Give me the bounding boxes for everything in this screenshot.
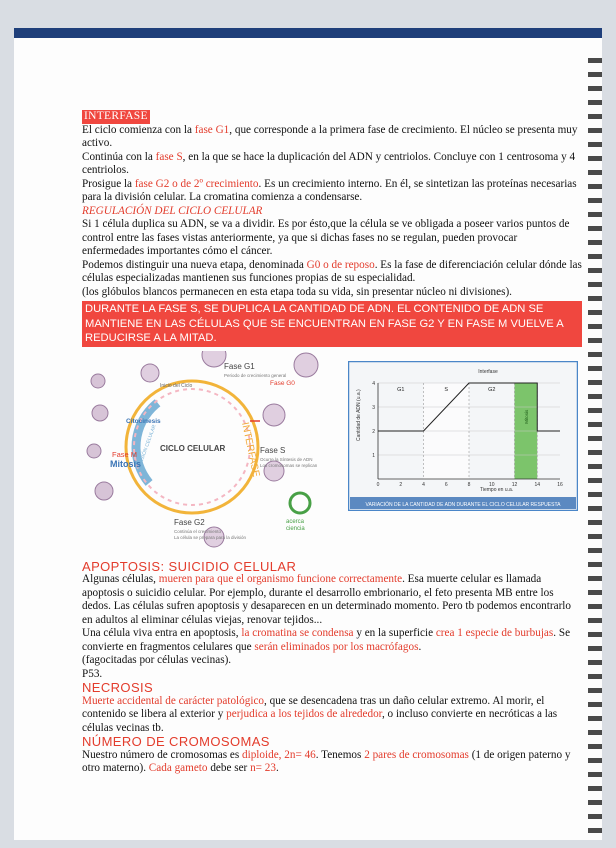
cell-icon-5 <box>141 364 159 382</box>
logo-text-1: acerca <box>286 518 305 525</box>
label-fase-m: Fase M <box>112 449 138 459</box>
cromosomas-heading: NÚMERO DE CROMOSOMAS <box>82 734 270 749</box>
x-tick-label: 16 <box>557 481 563 488</box>
label-interfase: INTERFASE <box>239 420 262 478</box>
x-tick-label: 8 <box>467 481 471 488</box>
label-fase-g1: Fase G1 <box>224 361 255 371</box>
figures-row <box>82 351 582 556</box>
x-tick-label: 4 <box>422 481 425 488</box>
y-tick-label: 3 <box>372 404 375 411</box>
x-tick-label: 0 <box>376 481 380 488</box>
interfase-p1: El ciclo comienza con la fase G1, que corresponde a la primera fase de crecimiento. El núcleo se presenta muy activo. <box>82 123 578 149</box>
dna-graph <box>348 361 578 511</box>
y-tick-label: 2 <box>372 428 375 435</box>
necrosis-p1: Muerte accidental de carácter patológico, que se desencadena tras un daño celular extremo. Al morir, el contenido se libera al exterior y perjudica a los tejidos de alrededor, o incluso convierte en necróticas a las células vecinas tb. <box>82 694 558 734</box>
phase-label-0: G1 <box>397 386 405 393</box>
label-fase-s-sub1: Ocurre la Síntesis de ADN <box>260 456 313 462</box>
label-fase-g1-sub: Periodo de crecimiento general <box>224 372 287 378</box>
graph-ylabel: Cantidad de ADN (u.a.) <box>356 388 362 441</box>
y-tick-label: 1 <box>372 452 375 459</box>
regulacion-p2: Podemos distinguir una nueva etapa, denominada G0 o de reposo. Es la fase de diferenciación celular dónde las células especializadas mantienen sus funciones propias de su especialidad. <box>82 258 582 284</box>
regulacion-p1: Si 1 célula duplica su ADN, se va a dividir. Es por ésto,que la célula se ve obligada a poseer varios puntos de control entre las fases vistas anteriormente, ya que si dichas fases no se regulan, pueden provocar enfermedades importantes cómo el cáncer. <box>82 218 570 257</box>
label-fase-g2: Fase G2 <box>174 517 205 527</box>
apoptosis-p3: (fagocitadas por células vecinas). <box>82 654 232 666</box>
spiral-binding <box>588 58 602 838</box>
x-tick-label: 12 <box>511 481 518 488</box>
x-tick-label: 2 <box>399 481 403 488</box>
cell-icon-3 <box>87 444 101 458</box>
apoptosis-heading: APOPTOSIS: SUICIDIO CELULAR <box>82 558 297 574</box>
interfase-heading: INTERFASE <box>84 110 148 122</box>
graph-title-interfase: Interfase <box>478 368 498 375</box>
cell-cycle-diagram <box>74 351 336 551</box>
label-fase-g2-sub1: Continúa el crecimiento <box>174 528 222 534</box>
page-top-stripe <box>14 28 602 38</box>
x-tick-label: 10 <box>488 481 495 488</box>
graph-xlabel: Tiempo en u.a. <box>480 486 514 493</box>
apoptosis-p2: Una célula viva entra en apoptosis, la cromatina se condensa y en la superficie crea 1 especie de burbujas. Se convierte en fragmentos celulares que serán eliminados por los macrófagos. <box>82 627 571 653</box>
label-ciclo-celular: CICLO CELULAR <box>160 443 226 453</box>
regulacion-p3: (los glóbulos blancos permanecen en esta etapa toda su vida, sin presentar núcleo ni divisiones). <box>82 285 512 298</box>
cell-icon-2 <box>92 405 108 421</box>
cell-icon-g1b <box>263 404 285 426</box>
label-mitosis: Mitosis <box>110 458 142 469</box>
page-content <box>82 110 582 776</box>
cell-icon-g0 <box>294 353 318 377</box>
cromosomas-p1: Nuestro número de cromosomas es diploide, 2n= 46. Tenemos 2 pares de cromosomas (1 de origen paterno y otro materno). Cada gameto debe ser n= 23. <box>82 748 571 774</box>
x-tick-label: 6 <box>444 481 448 488</box>
cell-icon-4 <box>95 482 113 500</box>
interfase-p2: Continúa con la fase S, en la que se hace la duplicación del ADN y centriolos. Concluye con 1 centrosoma y 4 centriolos. <box>82 150 576 176</box>
apoptosis-p4: P53. <box>82 667 103 680</box>
necrosis-heading: NECROSIS <box>82 680 154 695</box>
phase-label-2: G2 <box>488 386 496 393</box>
phase-label-1: S <box>444 386 449 393</box>
label-fase-g2-sub2: La célula se prepara para la división <box>174 534 247 540</box>
adn-banner: DURANTE LA FASE S, SE DUPLICA LA CANTIDAD DE ADN. EL CONTENIDO DE ADN SE MANTIENE EN LAS CÉLULAS QUE SE ENCUENTRAN EN FASE G2 Y EN FASE M VUELVE A REDUCIRSE A LA MITAD. <box>82 301 582 347</box>
label-division: DIVISIÓN CELULAR <box>136 423 158 470</box>
label-fase-g0: Fase G0 <box>270 379 295 387</box>
notebook-page <box>14 28 602 840</box>
logo-text-2: ciencia <box>286 525 305 532</box>
phase-label-mitosis: Mitosis <box>523 409 529 424</box>
interfase-p3: Prosigue la fase G2 o de 2º crecimiento. Es un crecimiento interno. En él, se sintetizan las proteínas necesarias para la división celular. La cromatina comienza a condensarse. <box>82 177 577 203</box>
x-tick-label: 14 <box>534 481 541 488</box>
cell-icon-1 <box>91 374 105 388</box>
label-fase-s-sub2: Los cromosomas se replican <box>260 462 318 468</box>
graph-caption: VARIACIÓN DE LA CANTIDAD DE ADN DURANTE EL CICLO CELULAR RESPUESTA <box>365 501 561 508</box>
label-fase-s: Fase S <box>260 445 286 455</box>
label-citocinesis: Citocinesis <box>126 417 161 425</box>
regulacion-heading: REGULACIÓN DEL CICLO CELULAR <box>82 204 263 217</box>
label-inicio: Inicio del Ciclo <box>160 382 193 389</box>
y-tick-label: 4 <box>372 380 375 387</box>
apoptosis-p1: Algunas células, mueren para que el organismo funcione correctamente. Esa muerte celular es llamada apoptosis o suicidio celular. Por ejemplo, durante el desarrollo embrionario, el feto presenta MB entre los dedos. Las células sufren apoptosis y desaparecen en un determinado momento. Pero tb podemos encontrarlo en adultos al eliminar células viejas, renovar tejidos... <box>82 573 571 626</box>
